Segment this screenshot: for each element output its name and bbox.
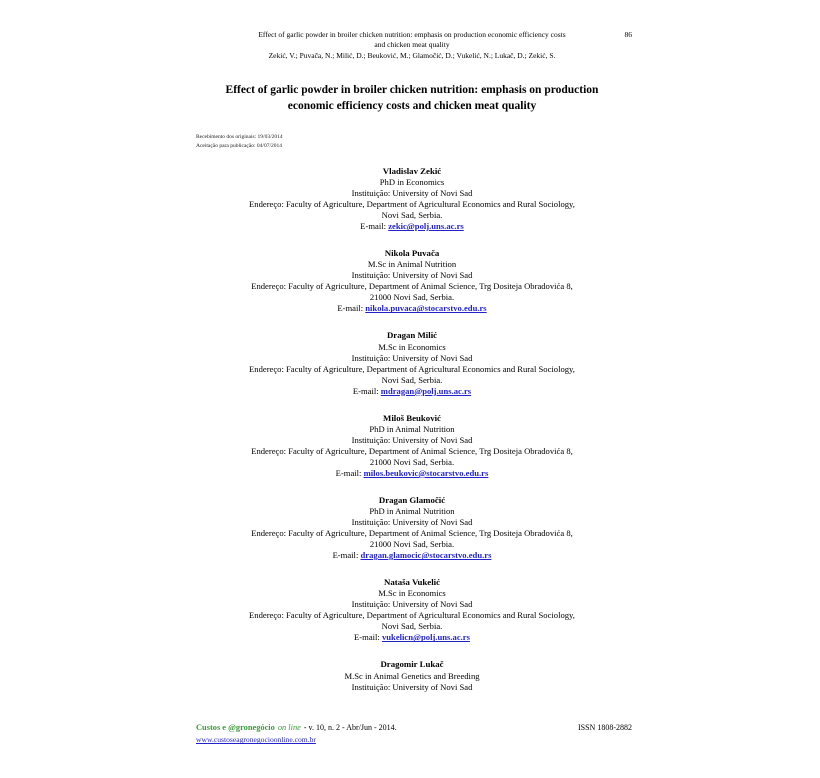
author-degree: M.Sc in Economics <box>378 588 446 599</box>
page-footer <box>196 722 632 746</box>
author-email-line <box>196 386 628 397</box>
author-address-line: Endereço: Faculty of Agriculture, Department of Animal Science, Trg Dositeja Obradovića 8, <box>251 528 573 539</box>
author-block <box>196 413 628 479</box>
author-email-line <box>196 221 628 232</box>
journal-issn: ISSN 1808-2882 <box>577 723 632 733</box>
author-name: Miloš Beuković <box>383 412 441 423</box>
page-number: 86 <box>624 30 632 39</box>
page-content <box>196 30 632 693</box>
submission-dates <box>196 133 628 150</box>
author-block <box>196 330 628 396</box>
author-degree: M.Sc in Economics <box>378 341 446 352</box>
author-block <box>196 248 628 314</box>
author-email-link[interactable]: vukelicn@polj.uns.ac.rs <box>381 632 470 643</box>
footer-url <box>196 735 632 746</box>
author-email-line <box>196 303 628 314</box>
author-degree: M.Sc in Animal Nutrition <box>367 259 457 270</box>
author-block <box>196 495 628 561</box>
author-address-line: Novi Sad, Serbia. <box>381 374 443 385</box>
author-institution: Instituição: University of Novi Sad <box>351 517 473 528</box>
author-institution: Instituição: University of Novi Sad <box>351 599 473 610</box>
author-address-line: 21000 Novi Sad, Serbia. <box>369 456 455 467</box>
author-address-line: Endereço: Faculty of Agriculture, Department of Animal Science, Trg Dositeja Obradovića 8, <box>251 281 573 292</box>
author-name: Dragan Milić <box>386 330 438 341</box>
page-title <box>196 83 628 114</box>
author-address-line: Endereço: Faculty of Agriculture, Department of Agricultural Economics and Rural Sociology, <box>249 199 575 210</box>
accepted-date: Aceitação para publicação: 04/07/2014 <box>196 142 282 149</box>
email-label: E-mail: <box>335 467 362 478</box>
received-date: Recebimento dos originais: 19/03/2014 <box>196 134 283 141</box>
journal-brand-online: on line <box>277 723 301 733</box>
author-email-link[interactable]: milos.beukovic@stocarstvo.edu.rs <box>363 467 489 478</box>
author-institution: Instituição: University of Novi Sad <box>351 434 473 445</box>
author-block <box>196 577 628 643</box>
running-head-line-1: Effect of garlic powder in broiler chicken nutrition: emphasis on production economic efficiency costs <box>258 30 566 39</box>
author-email-line <box>196 632 628 643</box>
journal-brand: Custos e @gronegócio <box>196 723 275 733</box>
journal-volume-info: - v. 10, n. 2 - Abr/Jun - 2014. <box>303 723 397 733</box>
author-degree: PhD in Animal Nutrition <box>369 506 455 517</box>
author-institution: Instituição: University of Novi Sad <box>351 352 473 363</box>
footer-row <box>196 722 632 734</box>
author-degree: PhD in Animal Nutrition <box>369 423 455 434</box>
title-line-2: economic efficiency costs and chicken meat quality <box>287 99 537 112</box>
running-head <box>196 30 632 50</box>
email-label: E-mail: <box>337 303 364 314</box>
author-block <box>196 166 628 232</box>
author-block <box>196 659 628 692</box>
author-address-line: Endereço: Faculty of Agriculture, Department of Animal Science, Trg Dositeja Obradovića 8, <box>251 445 573 456</box>
running-head-line-2: and chicken meat quality <box>374 40 450 50</box>
author-institution: Instituição: University of Novi Sad <box>351 681 473 692</box>
author-degree: M.Sc in Animal Genetics and Breeding <box>344 670 480 681</box>
header-authors-line: Zekić, V.; Puvača, N.; Milić, D.; Beuković, M.; Glamočić, D.; Vukelić, N.; Lukač, D.; Zekić, S. <box>268 51 556 61</box>
email-label: E-mail: <box>332 550 359 561</box>
journal-url-link[interactable]: www.custoseagronegocioonline.com.br <box>196 735 316 745</box>
author-email-line <box>196 468 628 479</box>
author-institution: Instituição: University of Novi Sad <box>351 270 473 281</box>
author-address-line: Endereço: Faculty of Agriculture, Department of Agricultural Economics and Rural Sociology, <box>249 363 575 374</box>
author-name: Dragan Glamočić <box>378 494 446 505</box>
author-address-line: Novi Sad, Serbia. <box>381 210 443 221</box>
author-email-link[interactable]: nikola.puvaca@stocarstvo.edu.rs <box>365 303 487 314</box>
author-name: Dragomir Lukač <box>380 659 444 670</box>
author-degree: PhD in Economics <box>379 177 445 188</box>
author-email-line <box>196 550 628 561</box>
email-label: E-mail: <box>360 221 387 232</box>
author-email-link[interactable]: zekic@polj.uns.ac.rs <box>388 221 464 232</box>
email-label: E-mail: <box>354 632 380 643</box>
author-address-line: 21000 Novi Sad, Serbia. <box>369 539 455 550</box>
author-email-link[interactable]: dragan.glamocic@stocarstvo.edu.rs <box>360 550 492 561</box>
author-name: Nikola Puvača <box>384 248 440 259</box>
author-address-line: 21000 Novi Sad, Serbia. <box>369 292 455 303</box>
author-address-line: Endereço: Faculty of Agriculture, Department of Agricultural Economics and Rural Sociology, <box>249 610 575 621</box>
email-label: E-mail: <box>352 385 379 396</box>
title-line-1: Effect of garlic powder in broiler chicken nutrition: emphasis on production <box>225 84 599 97</box>
author-address-line: Novi Sad, Serbia. <box>381 621 443 632</box>
author-name: Nataša Vukelić <box>384 577 440 588</box>
author-email-link[interactable]: mdragan@polj.uns.ac.rs <box>380 385 472 396</box>
author-name: Vladislav Zekić <box>382 165 442 176</box>
author-institution: Instituição: University of Novi Sad <box>351 188 473 199</box>
